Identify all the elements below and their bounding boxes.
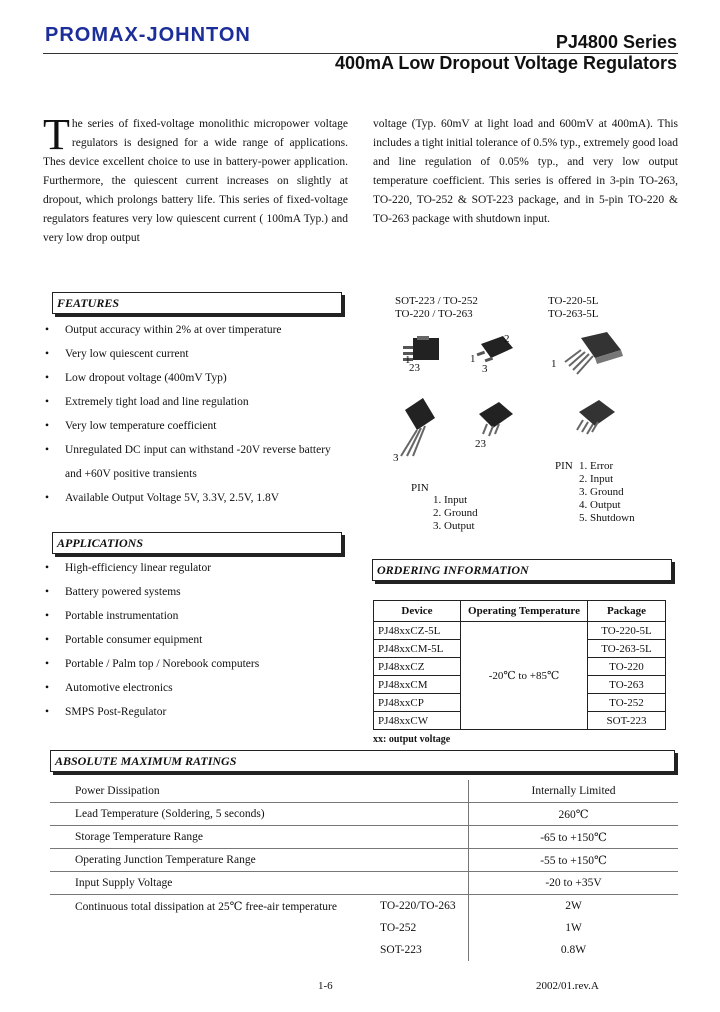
value-cell: -65 to +150℃ (469, 826, 679, 849)
column-header: Operating Temperature (461, 601, 588, 622)
ordering-table-wrap (373, 600, 666, 730)
package-figure (373, 288, 678, 538)
table-row (50, 895, 678, 918)
ordering-header-row (374, 601, 666, 622)
pin-label: 23 (409, 362, 420, 374)
feature-item: • Unregulated DC input can withstand -20V reverse battery (43, 438, 363, 462)
table-row (374, 622, 666, 640)
pin-entry: 1. Input (433, 494, 468, 506)
pin-label: 1 (405, 354, 411, 366)
package-cell: TO-252 (588, 694, 666, 712)
to220-package-icon (395, 396, 439, 462)
intro-dropcap: T (43, 110, 70, 159)
table-row (50, 849, 678, 872)
param-cell: Input Supply Voltage (50, 872, 469, 895)
device-cell: PJ48xxCZ (374, 658, 461, 676)
feature-item: • Very low quiescent current (43, 342, 363, 366)
feature-item-continuation: and +60V positive transients (65, 468, 197, 480)
document-subtitle: 400mA Low Dropout Voltage Regulators (334, 53, 677, 73)
revision-label: 2002/01.rev.A (536, 980, 599, 992)
value-cell: 1W (469, 917, 679, 939)
pin-entry: 5. Shutdown (579, 512, 635, 524)
applications-list (43, 556, 363, 724)
param-cell: Power Dissipation (75, 785, 160, 797)
pin-label: 3 (393, 452, 399, 464)
features-list (43, 318, 363, 510)
pin-entry: 1. Error (579, 460, 614, 472)
company-logo: PROMAX-JOHNTON (45, 24, 251, 46)
device-cell: PJ48xxCZ-5L (374, 622, 461, 640)
column-header: Device (374, 601, 461, 622)
package-heading-to220-5l: TO-220-5L (548, 295, 599, 307)
feature-item: • Extremely tight load and line regulation (43, 390, 363, 414)
to263-5l-package-icon (573, 398, 621, 442)
ordering-heading: ORDERING INFORMATION (372, 559, 672, 581)
package-cell: TO-263 (588, 676, 666, 694)
pin-entry: 2. Input (579, 473, 614, 485)
package-cell: TO-220 (588, 658, 666, 676)
table-row (50, 939, 678, 961)
application-item: • SMPS Post-Regulator (43, 700, 363, 724)
param-cell: Operating Junction Temperature Range (50, 849, 469, 872)
feature-item: • Very low temperature coefficient (43, 414, 363, 438)
pin-label: 1 (551, 358, 557, 370)
pin-entry: 3. Output (433, 520, 475, 532)
package-cell: SOT-223 (588, 712, 666, 730)
ratings-heading: ABSOLUTE MAXIMUM RATINGS (50, 750, 675, 772)
value-cell: Internally Limited (469, 780, 679, 803)
param-cell: Storage Temperature Range (50, 826, 469, 849)
features-heading: FEATURES (52, 292, 342, 314)
param-cell (50, 939, 380, 961)
application-item: • Automotive electronics (43, 676, 363, 700)
table-row (50, 917, 678, 939)
to220-5l-package-icon (561, 332, 625, 380)
temperature-cell: -20℃ to +85℃ (461, 622, 588, 730)
to252-package-icon (473, 334, 517, 368)
package-cell: TO-263-5L (588, 640, 666, 658)
value-cell: -20 to +35V (469, 872, 679, 895)
application-item: • Portable instrumentation (43, 604, 363, 628)
sub-cell: TO-220/TO-263 (380, 895, 469, 918)
intro-left-text: he series of fixed-voltage monolithic micropower voltage regulators is designed for a wide range of applications. Thes device excellent choice to use in battery-power application. Furthermore, the quiescent current increases on slightly at dropout, which prolongs battery life. This series of fixed-voltage regulators features very low quiescent current ( 100mA Typ.) and very low drop output (43, 118, 348, 244)
application-item: • High-efficiency linear regulator (43, 556, 363, 580)
package-heading-to263-5l: TO-263-5L (548, 308, 599, 320)
table-row (50, 780, 678, 803)
pin-list-5pin-items (579, 460, 635, 525)
package-heading-sot223-to252: SOT-223 / TO-252 (395, 295, 478, 307)
device-cell: PJ48xxCM-5L (374, 640, 461, 658)
param-cell: Continuous total dissipation at 25℃ free-air temperature (50, 895, 380, 918)
table-row (50, 803, 678, 826)
ratings-table-wrap (50, 780, 678, 961)
page-number: 1-6 (318, 980, 333, 992)
application-item: • Portable consumer equipment (43, 628, 363, 652)
param-cell: Lead Temperature (Soldering, 5 seconds) (50, 803, 469, 826)
value-cell: -55 to +150℃ (469, 849, 679, 872)
ordering-note: xx: output voltage (373, 734, 451, 745)
pin-label: 2 (504, 333, 510, 345)
device-cell: PJ48xxCM (374, 676, 461, 694)
pin-list-3pin-items (433, 482, 478, 533)
feature-item: • Output accuracy within 2% at over timperature (43, 318, 363, 342)
sub-cell: SOT-223 (380, 944, 422, 956)
application-item: • Portable / Palm top / Norebook computers (43, 652, 363, 676)
pin-list-3pin (411, 482, 429, 495)
pin-entry: 3. Ground (579, 486, 624, 498)
device-cell: PJ48xxCW (374, 712, 461, 730)
column-header: Package (588, 601, 666, 622)
feature-item: • Available Output Voltage 5V, 3.3V, 2.5V, 1.8V (43, 486, 363, 510)
package-cell: TO-220-5L (588, 622, 666, 640)
intro-right-column: voltage (Typ. 60mV at light load and 600mV at 400mA). This includes a tight initial tolerance of 0.5% typ., extremely good load and line regulation of 0.05% typ., and very low output temperature coefficient. This series is offered in 3-pin TO-263, TO-220, TO-252 & SOT-223 package, and in 5-pin TO-220 & TO-263 package with shutdown input. (373, 118, 678, 225)
applications-heading: APPLICATIONS (52, 532, 342, 554)
intro-left-column (43, 110, 348, 248)
package-heading-to220-to263: TO-220 / TO-263 (395, 308, 473, 320)
application-item: • Battery powered systems (43, 580, 363, 604)
pin-list-5pin-title: PIN (555, 460, 573, 472)
pin-entry: 2. Ground (433, 507, 478, 519)
table-row (50, 872, 678, 895)
device-cell: PJ48xxCP (374, 694, 461, 712)
pin-entry: 4. Output (579, 499, 621, 511)
ordering-table (373, 600, 666, 730)
pin-label: 1 (470, 353, 476, 365)
param-cell (50, 917, 380, 939)
feature-item: • Low dropout voltage (400mV Typ) (43, 366, 363, 390)
value-cell: 260℃ (469, 803, 679, 826)
value-cell: 2W (469, 895, 679, 918)
to263-package-icon (473, 400, 517, 440)
series-title: PJ4800 Series (555, 32, 677, 52)
sub-cell: TO-252 (380, 922, 417, 934)
ratings-table (50, 780, 678, 961)
value-cell: 0.8W (469, 939, 679, 961)
pin-label: 23 (475, 438, 486, 450)
table-row (50, 826, 678, 849)
pin-label: 3 (482, 363, 488, 375)
pin-list-title: PIN (411, 482, 429, 494)
